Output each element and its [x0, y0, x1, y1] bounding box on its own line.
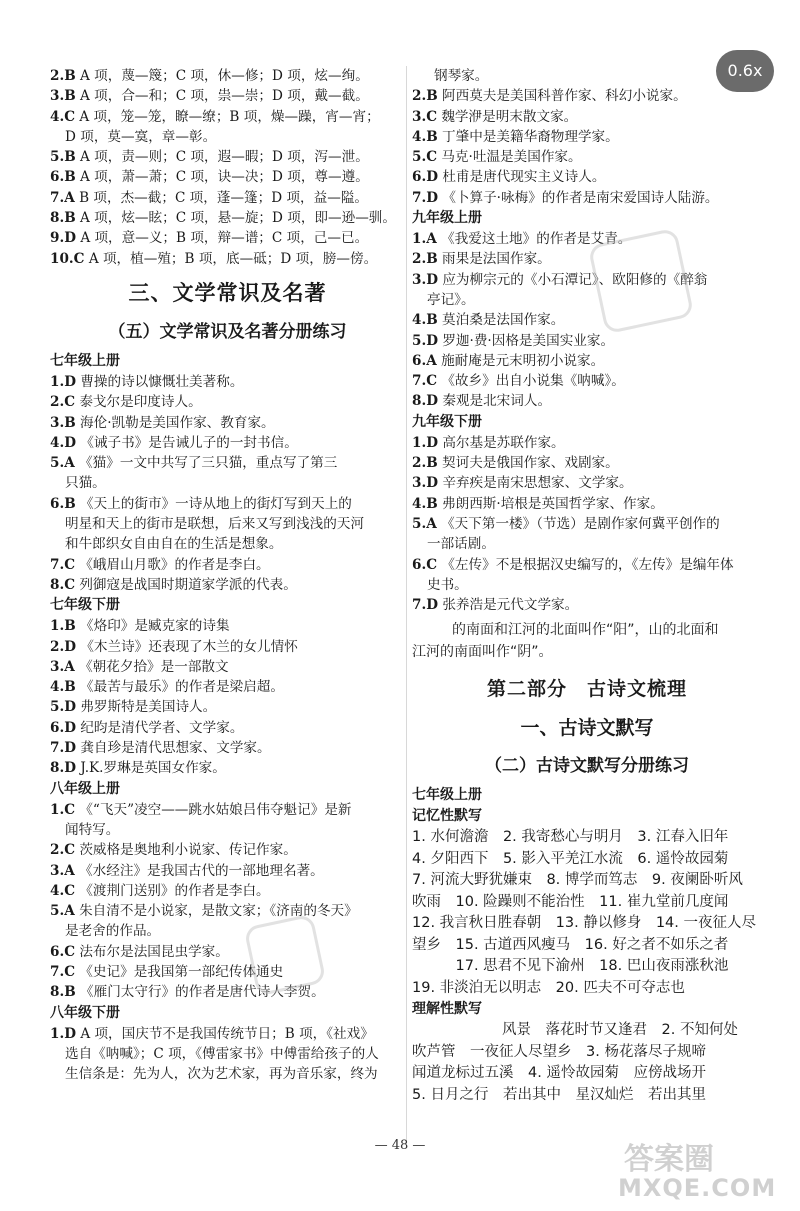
- answer-continuation-line: [412, 575, 762, 595]
- answer-number: 5.D: [412, 332, 438, 349]
- answer-number: 1.D: [50, 1025, 76, 1042]
- answer-number: 6.D: [50, 719, 76, 736]
- answer-number: 2.C: [50, 842, 76, 859]
- answer-number: 8.B: [50, 984, 76, 1001]
- answer-line: [50, 942, 405, 962]
- answer-number: 5.A: [412, 515, 437, 532]
- answer-number: 2.C: [50, 394, 76, 411]
- answer-number: 3.D: [412, 475, 438, 492]
- answer-number: 4.B: [412, 128, 438, 145]
- answer-number: 7.D: [412, 189, 438, 206]
- grade7-second-label: 七年级下册: [50, 597, 120, 614]
- answer-number: 1.D: [50, 373, 76, 390]
- answer-line: [412, 86, 762, 106]
- answer-text: 《左传》不是根据汉史编写的，《左传》是编年体: [441, 556, 734, 573]
- answer-number: 1.C: [50, 801, 76, 818]
- understanding-dictation-label: 理解性默写: [412, 1001, 482, 1018]
- answer-number: 3.C: [412, 108, 438, 125]
- answer-number: 7.A: [50, 189, 75, 206]
- answer-number: 6.B: [50, 495, 76, 512]
- answer-line: [50, 413, 405, 433]
- answer-text: 只猫。: [65, 475, 106, 492]
- answer-line: [50, 1024, 405, 1044]
- answer-number: 5.B: [50, 149, 76, 166]
- answer-text: 纪昀是清代学者、文学家。: [80, 719, 244, 736]
- answer-line: [50, 758, 405, 778]
- answer-line: [412, 127, 762, 147]
- answer-text: A 项，国庆节不是我国传统节日；B 项，《社戏》: [80, 1025, 374, 1042]
- answer-number: 3.B: [50, 88, 76, 105]
- answer-line: [50, 228, 405, 248]
- answer-text: A 项，萧—萧；C 项，诀—决；D 项，尊—遵。: [80, 169, 369, 186]
- answer-number: 2.B: [412, 88, 438, 105]
- answer-number: 4.C: [50, 108, 76, 125]
- watermark-line-2: MXQE.COM: [618, 1174, 777, 1202]
- answer-line: [50, 840, 405, 860]
- handwritten-note-line-1: 的南面和江河的北面叫作“阳”，山的北面和: [452, 622, 719, 639]
- answer-text: A 项，意—义；B 项，辩—谱；C 项，己—已。: [80, 230, 369, 247]
- answer-number: 7.D: [50, 740, 76, 757]
- answer-text: 《烙印》是臧克家的诗集: [80, 618, 230, 635]
- answer-line: [412, 473, 762, 493]
- grade9-second-label: 九年级下册: [412, 413, 482, 430]
- grade8-second-rest-list: [412, 86, 762, 208]
- answer-text: 秦观是北宋词人。: [442, 393, 552, 410]
- column-divider: [406, 66, 407, 1146]
- right-column: [412, 66, 762, 1106]
- answer-line: [50, 657, 405, 677]
- answer-text: 海伦·凯勒是美国作家、教育家。: [80, 414, 275, 431]
- answer-text: 《故乡》出自小说集《呐喊》。: [441, 373, 625, 390]
- grade9-first-list: [412, 229, 762, 412]
- answer-text: 丁肇中是美籍华裔物理学家。: [442, 128, 619, 145]
- answer-text: J.K.罗琳是英国女作家。: [80, 760, 226, 777]
- answer-text: 《天下第一楼》（节选）是剧作家何冀平创作的: [441, 515, 720, 532]
- answer-text: 《我爱这土地》的作者是艾青。: [441, 231, 632, 248]
- poem-line: 1. 水何澹澹 2. 我寄愁心与明月 3. 江春入旧年: [412, 829, 729, 846]
- answer-text: 茨威格是奥地利小说家、传记作家。: [79, 842, 297, 859]
- answer-number: 6.C: [412, 556, 438, 573]
- answer-number: 7.C: [50, 963, 76, 980]
- answer-number: 2.B: [412, 251, 438, 268]
- faint-stamp-mark: [588, 228, 695, 335]
- answer-number: 6.A: [412, 352, 437, 369]
- answer-text: 雨果是法国作家。: [442, 251, 551, 268]
- answer-number: 4.B: [50, 679, 76, 696]
- poem-line: 吹雨 10. 险躁则不能治性 11. 崔九堂前几度闻: [412, 893, 729, 910]
- answer-text: 法布尔是法国昆虫学家。: [79, 943, 229, 960]
- answer-text: A 项，合—和；C 项，祟—崇；D 项，戴—截。: [80, 88, 369, 105]
- answer-line: [412, 229, 762, 249]
- answer-continuation-line: [50, 127, 405, 147]
- answer-text: 朱自清不是小说家，是散文家；《济南的冬天》: [79, 903, 358, 920]
- memory-poem-lines: [412, 827, 762, 999]
- answer-number: 6.D: [412, 169, 438, 186]
- answer-text: A 项，蔑—篾；C 项，休—修；D 项，炫—绚。: [80, 68, 369, 84]
- section-title-literature: 三、文学常识及名著: [128, 280, 327, 305]
- answer-line: [412, 167, 762, 187]
- grade9-first-label: 九年级上册: [412, 210, 482, 227]
- answer-number: 7.C: [50, 556, 76, 573]
- answer-number: 4.B: [412, 312, 438, 329]
- answer-text: 阿西莫夫是美国科普作家、科幻小说家。: [442, 88, 687, 105]
- answer-text: 选自《呐喊》；C 项，《傅雷家书》中傅雷给孩子的人: [65, 1045, 379, 1062]
- memory-dictation-label: 记忆性默写: [412, 808, 482, 825]
- answer-text: 契诃夫是俄国作家、戏剧家。: [442, 455, 619, 472]
- answer-number: 1.D: [412, 434, 438, 451]
- answer-line: [412, 371, 762, 391]
- answer-text: 《雁门太守行》的作者是唐代诗人李贺。: [80, 984, 325, 1001]
- answer-text: 一部话剧。: [427, 536, 495, 553]
- section-title-classical-dictation: 一、古诗文默写: [520, 717, 654, 740]
- answer-line: [50, 453, 405, 473]
- answer-number: 5.C: [412, 149, 438, 166]
- continued-line: 钢琴家。: [434, 68, 489, 84]
- answer-text: 《诫子书》是告诫儿子的一封书信。: [80, 434, 298, 451]
- answer-text: A 项，炫—眩；C 项，悬—旋；D 项，即—逊—驯。: [80, 210, 396, 227]
- answer-continuation-line: [50, 820, 405, 840]
- answer-line: [50, 555, 405, 575]
- left-column: [50, 66, 405, 1084]
- answer-number: 5.D: [50, 699, 76, 716]
- understanding-poem-lines: [412, 1020, 762, 1106]
- answer-line: [412, 310, 762, 330]
- answer-line: [412, 494, 762, 514]
- answer-line: [412, 147, 762, 167]
- answer-line: [50, 249, 405, 269]
- grade8-first-list: [50, 800, 405, 1003]
- answer-line: [50, 861, 405, 881]
- answer-number: 4.C: [50, 882, 76, 899]
- answer-line: [50, 677, 405, 697]
- answer-number: 8.C: [50, 576, 76, 593]
- answer-line: [50, 637, 405, 657]
- answer-line: [412, 433, 762, 453]
- answer-number: 1.A: [412, 231, 437, 248]
- answer-text: 马克·吐温是美国作家。: [441, 149, 582, 166]
- poem-line: 17. 思君不见下渝州 18. 巴山夜雨涨秋池: [412, 958, 729, 975]
- answer-text: 《卜算子·咏梅》的作者是南宋爱国诗人陆游。: [442, 189, 719, 206]
- answer-line: [50, 575, 405, 595]
- answer-text: 曹操的诗以慷慨壮美著称。: [80, 373, 244, 390]
- answer-text: 《朝花夕拾》是一部散文: [79, 658, 229, 675]
- poem-line: 风景 落花时节又逢君 2. 不知何处: [502, 1022, 738, 1039]
- answer-line: [412, 188, 762, 208]
- answer-line: [412, 107, 762, 127]
- page-number: — 48 —: [374, 1138, 426, 1153]
- answer-line: [412, 391, 762, 411]
- answer-number: 9.D: [50, 230, 76, 247]
- answer-line: [412, 270, 762, 290]
- grade7-first-label-poems: 七年级上册: [412, 787, 482, 804]
- answer-text: 闻特写。: [65, 821, 120, 838]
- answer-text: 罗迦·费·因格是美国实业家。: [442, 332, 615, 349]
- answer-text: 莫泊桑是法国作家。: [442, 312, 565, 329]
- answer-text: 龚自珍是清代思想家、文学家。: [80, 740, 271, 757]
- answer-line: [412, 453, 762, 473]
- answer-number: 2.B: [412, 455, 438, 472]
- answer-line: [50, 697, 405, 717]
- answer-line: [50, 800, 405, 820]
- poem-line: 7. 河流大野犹嫌束 8. 博学而笃志 9. 夜阑卧听风: [412, 872, 743, 889]
- answer-text: 弗罗斯特是美国诗人。: [80, 699, 217, 716]
- answer-line: [50, 962, 405, 982]
- answer-number: 10.C: [50, 250, 85, 267]
- answer-text: 《猫》一文中共写了三只猫，重点写了第三: [79, 455, 338, 472]
- answer-line: [412, 351, 762, 371]
- answer-continuation-line: [412, 290, 762, 310]
- answer-text: 史书。: [427, 576, 468, 593]
- answer-number: 3.D: [412, 271, 438, 288]
- answer-line: [50, 86, 405, 106]
- answer-line: [50, 718, 405, 738]
- answer-number: 3.A: [50, 862, 75, 879]
- answer-number: 7.D: [412, 597, 438, 614]
- handwritten-note-line-2: 江河的南面叫作“阴”。: [412, 644, 553, 661]
- answer-text: 魏学洢是明末散文家。: [441, 108, 578, 125]
- answer-number: 8.B: [50, 210, 76, 227]
- grade7-first-label: 七年级上册: [50, 352, 120, 369]
- answer-line: [50, 372, 405, 392]
- answer-line: [50, 208, 405, 228]
- answer-line: [412, 331, 762, 351]
- answer-line: [50, 433, 405, 453]
- grade8-first-label: 八年级上册: [50, 780, 120, 797]
- answer-number: 3.A: [50, 658, 75, 675]
- grade7-second-list: [50, 616, 405, 778]
- answer-number: 5.A: [50, 455, 75, 472]
- answer-continuation-line: [412, 534, 762, 554]
- answer-line: [412, 595, 762, 615]
- answer-text: 张养浩是元代文学家。: [442, 597, 579, 614]
- answer-text: 《最苦与最乐》的作者是梁启超。: [80, 679, 284, 696]
- grade8-second-label: 八年级下册: [50, 1004, 120, 1021]
- answer-text: 泰戈尔是印度诗人。: [79, 394, 202, 411]
- answer-text: 和牛郎织女自由自在的生活是想象。: [65, 536, 283, 553]
- answer-line: [50, 147, 405, 167]
- answer-continuation-line: [50, 1064, 405, 1084]
- answer-continuation-line: [50, 514, 405, 534]
- answer-text: 《渡荆门送别》的作者是李白。: [79, 882, 270, 899]
- answer-text: A 项，植—殖；B 项，底—砥；D 项，膀—傍。: [88, 250, 378, 267]
- answer-text: 是老舍的作品。: [65, 923, 161, 940]
- grade8-second-list: [50, 1024, 405, 1085]
- answer-line: [50, 107, 405, 127]
- answer-line: [50, 392, 405, 412]
- answer-text: A 项，笼—笼，瞭—缭；B 项，燥—躁，宵—宵；: [79, 108, 380, 125]
- grade7-first-list: [50, 372, 405, 595]
- poem-line: 吹芦管 一夜征人尽望乡 3. 杨花落尽子规啼: [412, 1043, 706, 1060]
- answer-text: 《史记》是我国第一部纪传体通史: [79, 963, 284, 980]
- answer-line: [50, 494, 405, 514]
- answer-text: 明星和天上的街市是联想，后来又写到浅浅的天河: [65, 516, 365, 533]
- answer-text: B 项，杰—截；C 项，蓬—篷；D 项，益—隘。: [79, 189, 369, 206]
- poem-line: 望乡 15. 古道西风瘦马 16. 好之者不如乐之者: [412, 936, 729, 953]
- answer-text: 《“飞天”凌空——跳水姑娘吕伟夺魁记》是新: [79, 801, 352, 818]
- answer-text: 杜甫是唐代现实主义诗人。: [442, 169, 606, 186]
- answer-text: 弗朗西斯·培根是英国哲学家、作家。: [442, 495, 664, 512]
- answer-line: [412, 249, 762, 269]
- answer-line: [50, 738, 405, 758]
- answer-number: 3.B: [50, 414, 76, 431]
- answer-line: [50, 66, 405, 86]
- poem-line: 4. 夕阳西下 5. 影入平羌江水流 6. 遥怜故园菊: [412, 850, 729, 867]
- answer-text: 列御寇是战国时期道家学派的代表。: [79, 576, 297, 593]
- subsection-title-dictation-practice: （二）古诗文默写分册练习: [485, 756, 689, 777]
- answer-text: D 项，莫—寞，章—彰。: [65, 128, 217, 145]
- poem-line: 5. 日月之行 若出其中 星汉灿烂 若出其里: [412, 1086, 706, 1103]
- answer-number: 6.C: [50, 943, 76, 960]
- answer-line: [50, 881, 405, 901]
- grade9-second-list: [412, 433, 762, 616]
- poem-line: 19. 非淡泊无以明志 20. 匹夫不可夺志也: [412, 979, 685, 996]
- answer-text: 《天上的街市》一诗从地上的街灯写到天上的: [80, 495, 352, 512]
- answer-number: 4.D: [50, 434, 76, 451]
- faint-stamp-mark-lower: [243, 913, 326, 996]
- answer-text: 应为柳宗元的《小石潭记》、欧阳修的《醉翁: [442, 271, 708, 288]
- zoom-level-badge[interactable]: 0.6x: [716, 50, 774, 92]
- answer-text: 高尔基是苏联作家。: [442, 434, 565, 451]
- answer-number: 2.B: [50, 68, 76, 84]
- answers-top-list: [50, 66, 405, 269]
- answer-continuation-line: [50, 473, 405, 493]
- watermark-line-1: 答案圈: [624, 1142, 714, 1177]
- answer-line: [50, 188, 405, 208]
- answer-text: A 项，责—则；C 项，遐—暇；D 项，泻—泄。: [80, 149, 369, 166]
- answer-number: 4.B: [412, 495, 438, 512]
- part-title-classical: 第二部分 古诗文梳理: [486, 678, 687, 701]
- answer-number: 2.D: [50, 638, 76, 655]
- answer-line: [50, 167, 405, 187]
- answer-line: [50, 982, 405, 1002]
- answer-text: 辛弃疾是南宋思想家、文学家。: [442, 475, 633, 492]
- answer-text: 生信条是：先为人，次为艺术家，再为音乐家，终为: [65, 1066, 378, 1083]
- answer-number: 8.D: [50, 760, 76, 777]
- answer-line: [412, 555, 762, 575]
- answer-line: [50, 901, 405, 921]
- answer-text: 《峨眉山月歌》的作者是李白。: [79, 556, 270, 573]
- answer-text: 亭记》。: [427, 291, 475, 308]
- answer-number: 5.A: [50, 903, 75, 920]
- subsection-title-literature-practice: （五）文学常识及名著分册练习: [108, 321, 347, 342]
- poem-line: 闻道龙标过五溪 4. 遥怜故园菊 应傍战场开: [412, 1065, 706, 1082]
- answer-number: 6.B: [50, 169, 76, 186]
- answer-text: 《木兰诗》还表现了木兰的女儿情怀: [80, 638, 298, 655]
- answer-line: [412, 514, 762, 534]
- answer-number: 8.D: [412, 393, 438, 410]
- answer-text: 《水经注》是我国古代的一部地理名著。: [79, 862, 324, 879]
- answer-number: 1.B: [50, 618, 76, 635]
- poem-line: 12. 我言秋日胜春朝 13. 静以修身 14. 一夜征人尽: [412, 915, 757, 932]
- answer-continuation-line: [50, 1044, 405, 1064]
- answer-continuation-line: [50, 534, 405, 554]
- answer-text: 施耐庵是元末明初小说家。: [441, 352, 605, 369]
- answer-number: 7.C: [412, 373, 438, 390]
- answer-continuation-line: [50, 921, 405, 941]
- answer-line: [50, 616, 405, 636]
